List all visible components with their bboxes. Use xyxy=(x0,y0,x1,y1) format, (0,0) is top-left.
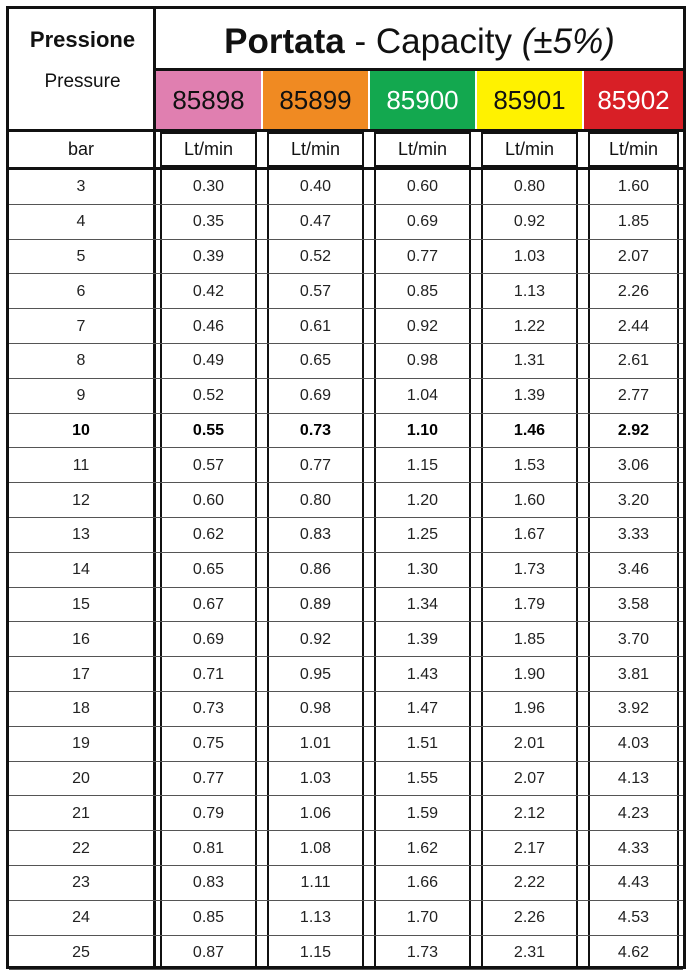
pressure-cell: 3 xyxy=(76,178,86,196)
model-code-85902: 85902 xyxy=(584,71,683,129)
capacity-cell: 0.35 xyxy=(160,205,257,240)
capacity-cell: 0.80 xyxy=(267,483,364,518)
capacity-cell: 0.69 xyxy=(160,622,257,657)
capacity-cell: 0.67 xyxy=(160,588,257,623)
pressure-subtitle: Pressure xyxy=(44,71,121,92)
capacity-cell: 0.71 xyxy=(160,657,257,692)
pressure-cell: 13 xyxy=(72,526,90,544)
table-row xyxy=(9,205,683,240)
model-code-85901: 85901 xyxy=(477,71,582,129)
capacity-cell: 1.96 xyxy=(481,692,578,727)
capacity-cell: 0.49 xyxy=(160,344,257,379)
capacity-cell: 0.85 xyxy=(374,274,471,309)
table-row xyxy=(9,866,683,901)
capacity-cell: 0.60 xyxy=(374,170,471,205)
table-row xyxy=(9,518,683,553)
capacity-cell: 4.53 xyxy=(588,901,679,936)
capacity-cell: 1.20 xyxy=(374,483,471,518)
capacity-cell: 1.66 xyxy=(374,866,471,901)
table-row xyxy=(9,727,683,762)
capacity-cell: 0.57 xyxy=(267,274,364,309)
pressure-cell: 18 xyxy=(72,700,90,718)
capacity-cell: 0.77 xyxy=(374,240,471,275)
capacity-cell: 0.92 xyxy=(481,205,578,240)
pressure-unit: bar xyxy=(67,139,94,159)
capacity-cell: 3.92 xyxy=(588,692,679,727)
capacity-cell: 1.67 xyxy=(481,518,578,553)
capacity-cell: 3.20 xyxy=(588,483,679,518)
capacity-cell: 0.75 xyxy=(160,727,257,762)
pressure-cell: 7 xyxy=(76,317,86,335)
capacity-cell: 3.58 xyxy=(588,588,679,623)
capacity-unit: Lt/min xyxy=(588,132,679,167)
pressure-cell: 10 xyxy=(72,421,90,439)
capacity-cell: 0.61 xyxy=(267,309,364,344)
capacity-cell: 2.17 xyxy=(481,831,578,866)
table-row xyxy=(9,483,683,518)
capacity-cell: 4.03 xyxy=(588,727,679,762)
capacity-cell: 0.52 xyxy=(267,240,364,275)
capacity-cell: 1.30 xyxy=(374,553,471,588)
capacity-cell: 1.79 xyxy=(481,588,578,623)
capacity-title-italian: Portata xyxy=(224,22,345,61)
table-row xyxy=(9,692,683,727)
capacity-cell: 0.95 xyxy=(267,657,364,692)
capacity-unit: Lt/min xyxy=(267,132,364,167)
pressure-cell: 12 xyxy=(72,491,90,509)
capacity-cell: 2.61 xyxy=(588,344,679,379)
capacity-cell: 1.03 xyxy=(481,240,578,275)
row-separator xyxy=(9,969,683,970)
capacity-cell: 3.70 xyxy=(588,622,679,657)
capacity-cell: 0.55 xyxy=(160,414,257,449)
capacity-unit: Lt/min xyxy=(481,132,578,167)
pressure-title: Pressione xyxy=(29,27,136,52)
capacity-cell: 0.81 xyxy=(160,831,257,866)
capacity-cell: 1.59 xyxy=(374,796,471,831)
table-row xyxy=(9,240,683,275)
table-row xyxy=(9,622,683,657)
capacity-cell: 3.33 xyxy=(588,518,679,553)
capacity-cell: 0.92 xyxy=(267,622,364,657)
capacity-cell: 2.92 xyxy=(588,414,679,449)
pressure-cell: 5 xyxy=(76,247,86,265)
capacity-cell: 1.60 xyxy=(481,483,578,518)
capacity-cell: 4.23 xyxy=(588,796,679,831)
pressure-cell: 9 xyxy=(76,387,86,405)
capacity-cell: 4.43 xyxy=(588,866,679,901)
capacity-cell: 0.89 xyxy=(267,588,364,623)
capacity-cell: 0.42 xyxy=(160,274,257,309)
capacity-table xyxy=(6,6,686,969)
capacity-cell: 0.77 xyxy=(267,448,364,483)
capacity-cell: 1.13 xyxy=(481,274,578,309)
capacity-cell: 1.06 xyxy=(267,796,364,831)
pressure-cell: 21 xyxy=(72,804,90,822)
capacity-cell: 0.60 xyxy=(160,483,257,518)
pressure-cell: 6 xyxy=(76,282,86,300)
capacity-cell: 1.15 xyxy=(267,936,364,971)
pressure-cell: 23 xyxy=(72,874,90,892)
capacity-unit: Lt/min xyxy=(374,132,471,167)
capacity-cell: 1.08 xyxy=(267,831,364,866)
table-row xyxy=(9,379,683,414)
capacity-title-english: - Capacity xyxy=(344,22,522,61)
capacity-cell: 2.07 xyxy=(481,762,578,797)
pressure-cell: 8 xyxy=(76,352,86,370)
table-row xyxy=(9,448,683,483)
capacity-cell: 0.77 xyxy=(160,762,257,797)
pressure-cell: 24 xyxy=(72,909,90,927)
capacity-cell: 1.90 xyxy=(481,657,578,692)
capacity-cell: 1.46 xyxy=(481,414,578,449)
capacity-unit: Lt/min xyxy=(160,132,257,167)
table-row xyxy=(9,344,683,379)
capacity-cell: 2.26 xyxy=(481,901,578,936)
capacity-cell: 1.53 xyxy=(481,448,578,483)
table-row xyxy=(9,414,683,449)
capacity-cell: 0.39 xyxy=(160,240,257,275)
capacity-cell: 2.44 xyxy=(588,309,679,344)
capacity-cell: 0.65 xyxy=(267,344,364,379)
pressure-cell: 15 xyxy=(72,595,90,613)
capacity-cell: 2.07 xyxy=(588,240,679,275)
capacity-cell: 1.55 xyxy=(374,762,471,797)
capacity-cell: 1.47 xyxy=(374,692,471,727)
capacity-cell: 0.98 xyxy=(374,344,471,379)
capacity-cell: 3.81 xyxy=(588,657,679,692)
capacity-cell: 4.62 xyxy=(588,936,679,971)
pressure-cell: 19 xyxy=(72,735,90,753)
capacity-cell: 2.12 xyxy=(481,796,578,831)
pressure-cell: 17 xyxy=(72,665,90,683)
capacity-cell: 0.86 xyxy=(267,553,364,588)
capacity-cell: 0.57 xyxy=(160,448,257,483)
model-code-85900: 85900 xyxy=(370,71,475,129)
capacity-cell: 1.34 xyxy=(374,588,471,623)
pressure-cell: 4 xyxy=(76,213,86,231)
capacity-cell: 1.85 xyxy=(588,205,679,240)
capacity-cell: 2.31 xyxy=(481,936,578,971)
pressure-cell: 14 xyxy=(72,561,90,579)
capacity-cell: 0.98 xyxy=(267,692,364,727)
capacity-cell: 1.13 xyxy=(267,901,364,936)
capacity-cell: 1.62 xyxy=(374,831,471,866)
capacity-cell: 0.52 xyxy=(160,379,257,414)
capacity-cell: 0.80 xyxy=(481,170,578,205)
table-row xyxy=(9,588,683,623)
capacity-cell: 1.43 xyxy=(374,657,471,692)
model-code-85898: 85898 xyxy=(156,71,261,129)
table-row xyxy=(9,901,683,936)
table-row xyxy=(9,762,683,797)
pressure-cell: 11 xyxy=(72,456,90,474)
pressure-cell: 22 xyxy=(72,839,90,857)
capacity-cell: 1.03 xyxy=(267,762,364,797)
capacity-cell: 1.51 xyxy=(374,727,471,762)
pressure-cell: 25 xyxy=(72,943,90,961)
capacity-cell: 1.60 xyxy=(588,170,679,205)
capacity-cell: 0.40 xyxy=(267,170,364,205)
capacity-cell: 1.39 xyxy=(481,379,578,414)
pressure-cell: 20 xyxy=(72,769,90,787)
capacity-cell: 1.31 xyxy=(481,344,578,379)
capacity-cell: 0.73 xyxy=(267,414,364,449)
capacity-cell: 0.47 xyxy=(267,205,364,240)
table-row xyxy=(9,936,683,971)
capacity-cell: 0.69 xyxy=(267,379,364,414)
capacity-cell: 1.04 xyxy=(374,379,471,414)
table-row xyxy=(9,553,683,588)
table-row xyxy=(9,274,683,309)
capacity-cell: 0.87 xyxy=(160,936,257,971)
capacity-cell: 0.83 xyxy=(160,866,257,901)
capacity-cell: 1.01 xyxy=(267,727,364,762)
model-code-85899: 85899 xyxy=(263,71,368,129)
capacity-cell: 0.85 xyxy=(160,901,257,936)
capacity-cell: 2.22 xyxy=(481,866,578,901)
capacity-cell: 1.70 xyxy=(374,901,471,936)
capacity-tolerance: (±5%) xyxy=(521,22,615,61)
capacity-cell: 1.85 xyxy=(481,622,578,657)
capacity-cell: 2.77 xyxy=(588,379,679,414)
table-row xyxy=(9,170,683,205)
capacity-cell: 0.69 xyxy=(374,205,471,240)
capacity-cell: 3.46 xyxy=(588,553,679,588)
capacity-cell: 0.92 xyxy=(374,309,471,344)
table-row xyxy=(9,831,683,866)
capacity-cell: 1.10 xyxy=(374,414,471,449)
capacity-cell: 1.73 xyxy=(374,936,471,971)
pressure-cell: 16 xyxy=(72,630,90,648)
capacity-cell: 2.26 xyxy=(588,274,679,309)
capacity-cell: 0.79 xyxy=(160,796,257,831)
capacity-cell: 1.39 xyxy=(374,622,471,657)
capacity-cell: 1.11 xyxy=(267,866,364,901)
table-row xyxy=(9,796,683,831)
capacity-cell: 0.73 xyxy=(160,692,257,727)
capacity-cell: 4.13 xyxy=(588,762,679,797)
table-row xyxy=(9,657,683,692)
capacity-cell: 2.01 xyxy=(481,727,578,762)
capacity-cell: 1.15 xyxy=(374,448,471,483)
capacity-cell: 0.30 xyxy=(160,170,257,205)
capacity-cell: 3.06 xyxy=(588,448,679,483)
capacity-cell: 0.46 xyxy=(160,309,257,344)
capacity-cell: 1.25 xyxy=(374,518,471,553)
capacity-cell: 0.83 xyxy=(267,518,364,553)
capacity-cell: 1.73 xyxy=(481,553,578,588)
capacity-cell: 0.65 xyxy=(160,553,257,588)
capacity-cell: 0.62 xyxy=(160,518,257,553)
capacity-cell: 4.33 xyxy=(588,831,679,866)
capacity-cell: 1.22 xyxy=(481,309,578,344)
capacity-title xyxy=(156,15,683,68)
table-row xyxy=(9,309,683,344)
